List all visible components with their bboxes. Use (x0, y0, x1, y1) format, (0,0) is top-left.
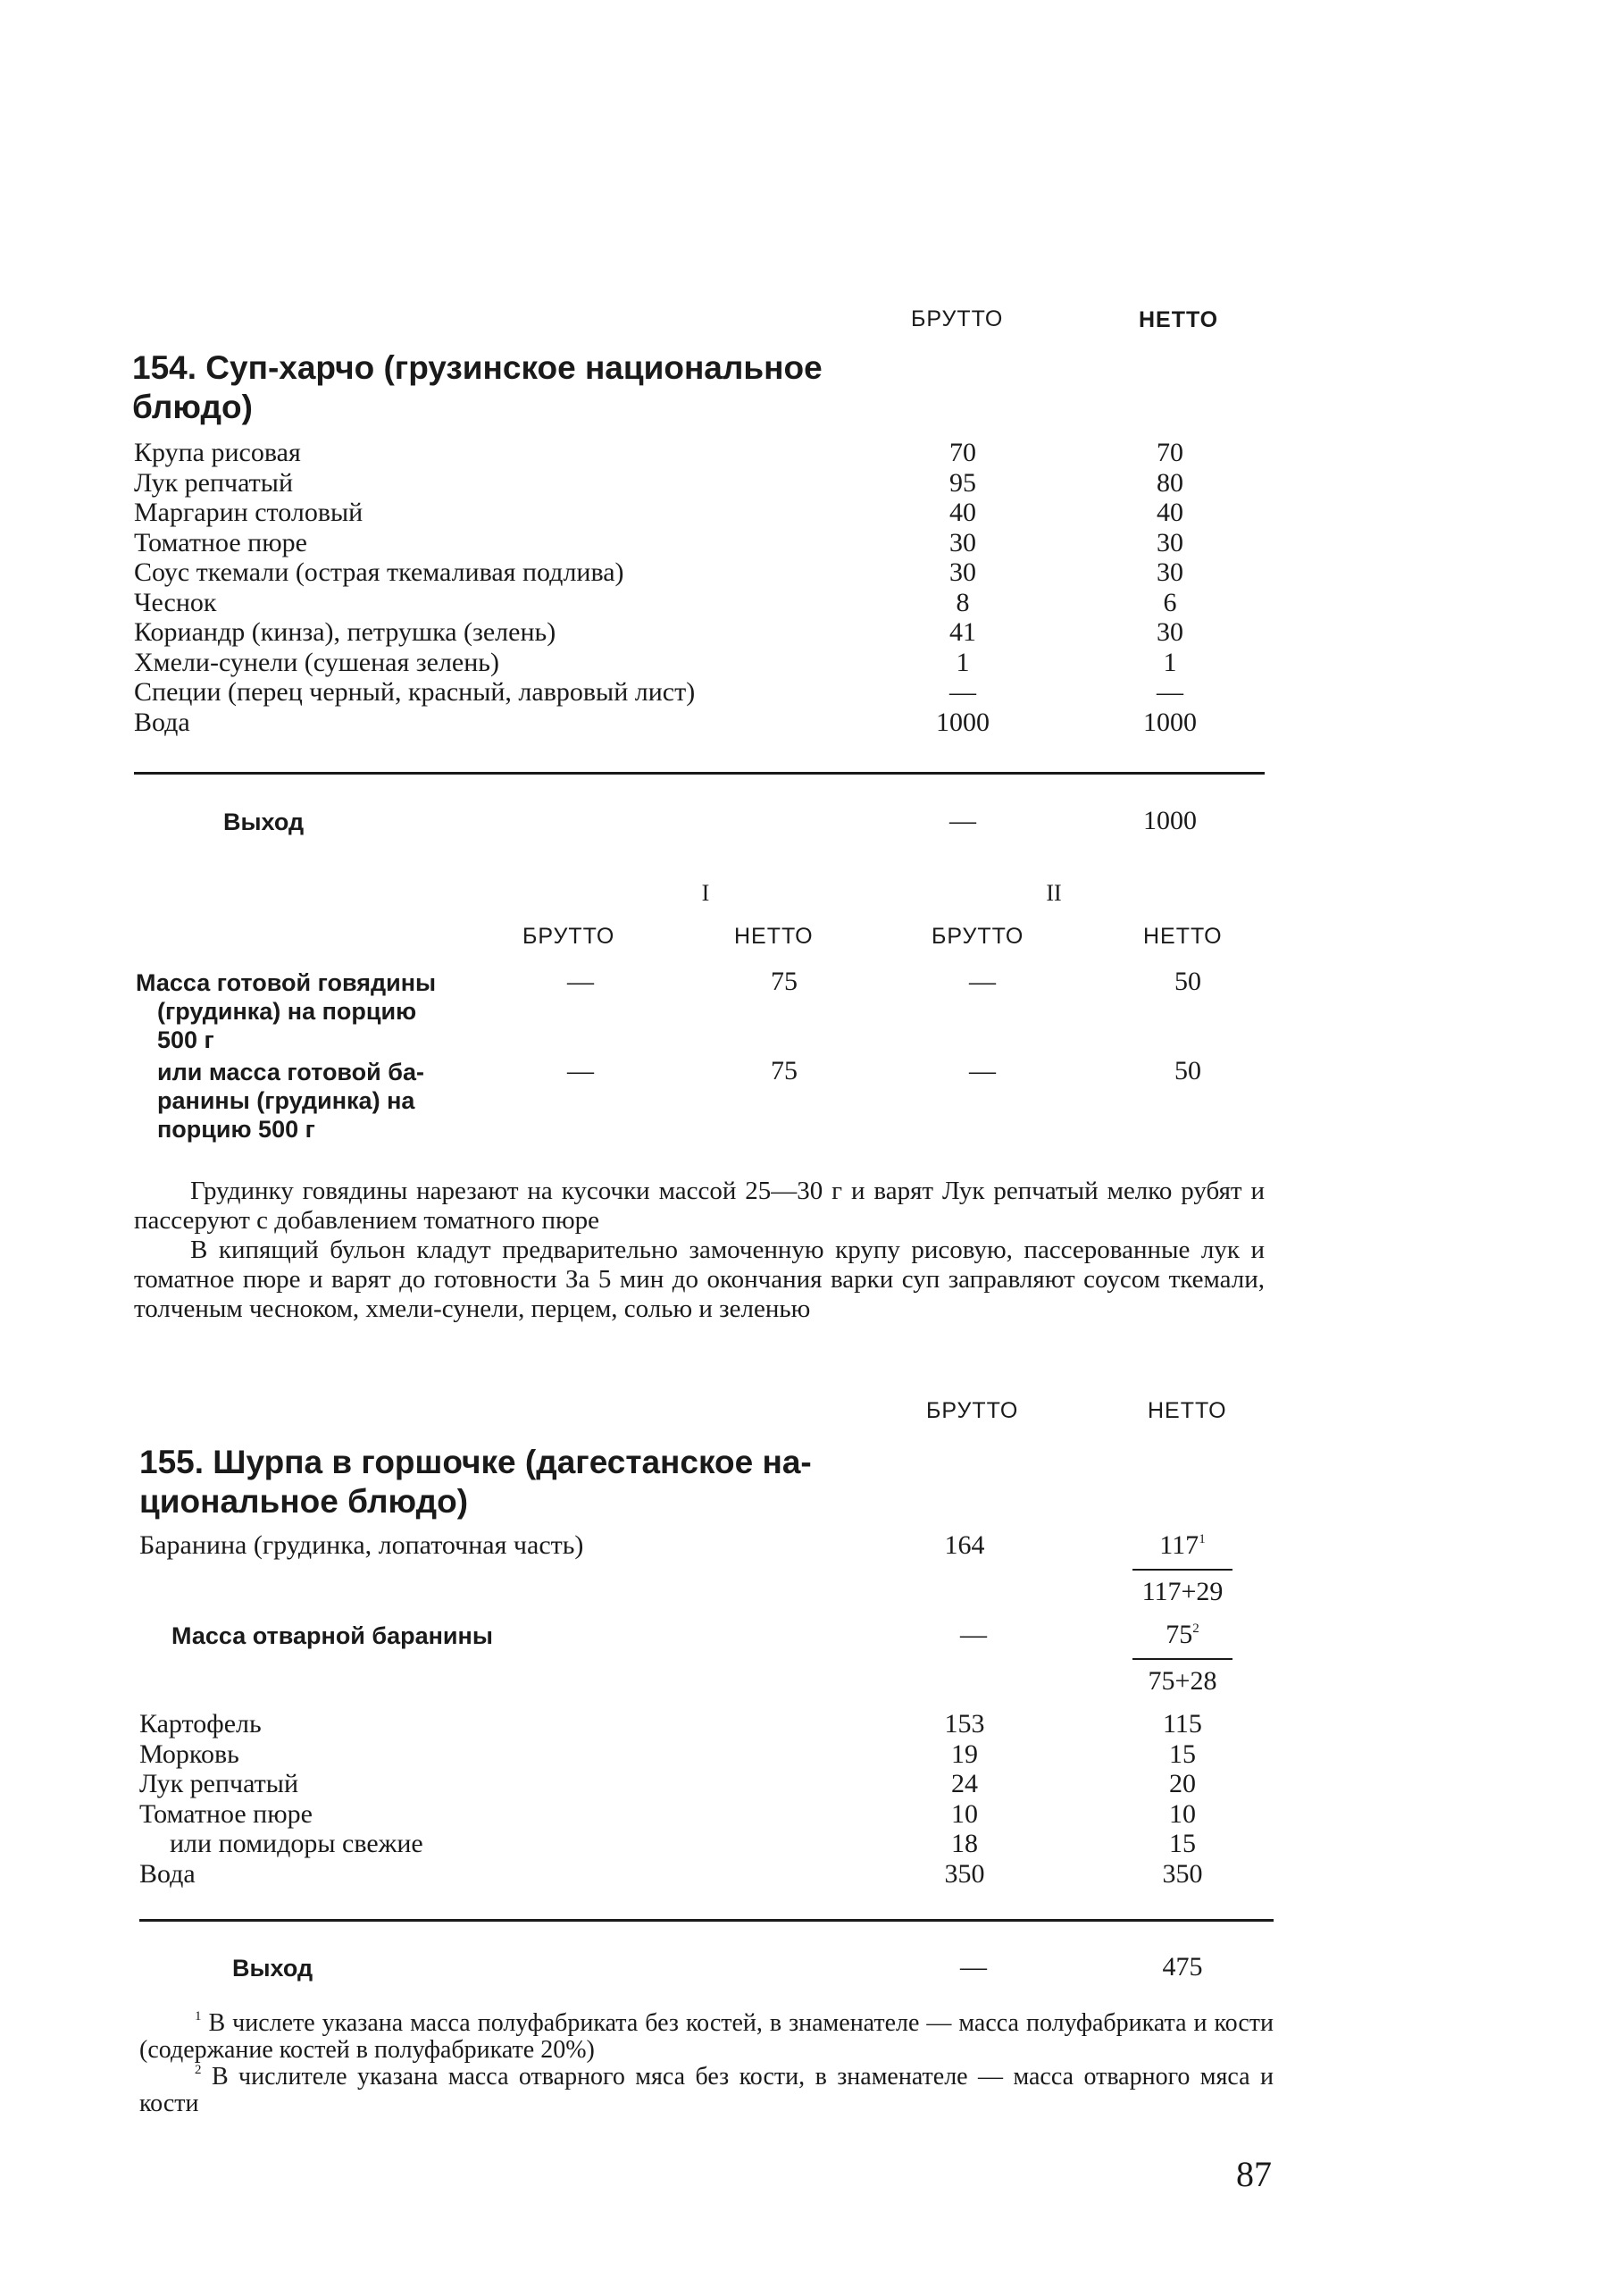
recipe-title: 155. Шурпа в горшочке (дагестанское на- циональное блюдо) (139, 1444, 812, 1520)
recipe-title: 154. Суп-харчо (грузинское национальное блюдо) (132, 349, 823, 425)
yield-netto: 475 (1162, 1952, 1203, 1982)
ingredient-brutto-3: 10 (951, 1798, 978, 1829)
ingredient-brutto-0: 70 (949, 438, 976, 467)
ingredient-name-4: Соус ткемали (острая ткемаливая подлива) (134, 557, 624, 587)
meat-row-label (136, 968, 436, 1054)
ingredient-netto-4: 30 (1157, 557, 1183, 587)
ingredient-brutto-7: 1 (956, 647, 970, 677)
ingredient-name-3: Томатное пюре (139, 1798, 313, 1829)
group-header-ii: II (1046, 880, 1062, 906)
ingredient-brutto-1: 95 (949, 467, 976, 498)
ingredient-netto-0: 70 (1157, 438, 1183, 467)
ingredient-names (139, 1709, 423, 1889)
meat-row-label-line: (грудинка) на порцию (157, 998, 417, 1025)
ingredient-netto-8: — (1157, 677, 1183, 707)
col-header-brutto: БРУТТО (911, 306, 1004, 331)
ingredient-netto-6: 30 (1157, 617, 1183, 647)
fraction-bar (1132, 1569, 1232, 1571)
lamb-netto-numerator: $117^1$ (1159, 1530, 1206, 1560)
footnote-1: $^1$ В числете указана масса полуфабриката без костей, в знаменателе — масса полуфабриката и кости (содержание костей в полуфабрикате 20%) (139, 2009, 1274, 2064)
meat-col-netto-1: НЕТТО (734, 924, 814, 949)
meat-value-v2: 75 (771, 967, 798, 996)
ingredient-brutto (911, 1709, 1018, 1889)
ingredient-brutto-0: 153 (944, 1709, 985, 1739)
ingredient-netto-7: 1 (1163, 647, 1177, 677)
ingredient-name-1: Морковь (139, 1739, 239, 1769)
meat-value-v4: 50 (1174, 967, 1201, 996)
ingredient-names (134, 438, 695, 737)
ingredient-brutto-5: 8 (956, 587, 970, 617)
ingredient-name-2: Лук репчатый (139, 1769, 298, 1798)
ingredient-netto (1129, 1709, 1236, 1889)
ingredient-brutto-2: 24 (951, 1769, 978, 1798)
meat-col-netto-2: НЕТТО (1143, 924, 1223, 949)
meat-row-label-line: ранины (грудинка) на (157, 1087, 415, 1114)
ingredient-netto (1116, 438, 1224, 737)
ingredient-name-1: Лук репчатый (134, 467, 293, 498)
ingredient-name-3: Томатное пюре (134, 527, 307, 557)
lamb-name: Баранина (грудинка, лопаточная часть) (139, 1530, 584, 1560)
ingredient-name-5: Чеснок (134, 587, 217, 617)
yield-label: Выход (223, 809, 305, 835)
col-header-brutto: БРУТТО (926, 1398, 1019, 1423)
ingredient-brutto-4: 18 (951, 1829, 978, 1858)
ingredient-netto-4: 15 (1169, 1829, 1196, 1858)
ingredient-name-8: Специи (перец черный, красный, лавровый лист) (134, 677, 696, 707)
yield-brutto: — (949, 806, 976, 835)
ingredient-name-7: Хмели-сунели (сушеная зелень) (134, 647, 499, 677)
method-text: Грудинку говядины нарезают на кусочки массой 25—30 г и варят Лук репчатый мелко рубят и пассеруют с добавлением томатного пюре В кипящий бульон кладут предварительно замоченную крупу рисовую, пассерованные лук и томатное пюре и варят до готовности За 5 мин до окончания варки суп заправляют соусом ткемали, толченым чесноком, хмели-сунели, перцем, солью и зеленью (134, 1177, 1265, 1323)
ingredient-netto-1: 15 (1169, 1739, 1196, 1769)
ingredient-netto-5: 350 (1162, 1858, 1203, 1889)
ingredient-netto-2: 20 (1169, 1769, 1196, 1798)
col-header-netto: НЕТТО (1148, 1398, 1227, 1423)
meat-row-label (157, 1058, 424, 1144)
divider (139, 1919, 1274, 1922)
meat-value-v2: 75 (771, 1056, 798, 1085)
meat-row-label-line: 500 г (157, 1026, 214, 1053)
meat-value-v3: — (969, 967, 996, 996)
ingredient-brutto-9: 1000 (936, 707, 990, 737)
fraction-bar (1132, 1658, 1232, 1660)
col-header-netto: НЕТТО (1139, 307, 1219, 332)
yield-netto: 1000 (1143, 806, 1197, 835)
meat-value-v1: — (567, 1056, 594, 1085)
ingredient-name-5: Вода (139, 1858, 196, 1889)
meat-col-brutto-1: БРУТТО (522, 924, 615, 949)
meat-row-label-line: Масса готовой говядины (136, 969, 437, 996)
boiled-lamb-netto-denominator: 75+28 (1148, 1666, 1217, 1696)
meat-value-v1: — (567, 967, 594, 996)
ingredient-brutto-6: 41 (949, 617, 976, 647)
ingredient-name-6: Кориандр (кинза), петрушка (зелень) (134, 617, 556, 647)
ingredient-brutto-4: 30 (949, 557, 976, 587)
meat-col-brutto-2: БРУТТО (932, 924, 1024, 949)
lamb-brutto: 164 (944, 1530, 985, 1560)
ingredient-brutto-3: 30 (949, 527, 976, 557)
ingredient-name-9: Вода (134, 707, 190, 737)
group-header-i: I (701, 880, 710, 906)
ingredient-netto-0: 115 (1163, 1709, 1202, 1739)
footnotes (139, 2010, 1274, 2117)
ingredient-netto-2: 40 (1157, 498, 1183, 527)
yield-label: Выход (232, 1955, 313, 1982)
ingredient-brutto-8: — (949, 677, 976, 707)
meat-row-label-line: порцию 500 г (157, 1116, 315, 1143)
divider (134, 772, 1265, 775)
yield-brutto: — (960, 1952, 987, 1982)
ingredient-brutto-2: 40 (949, 498, 976, 527)
boiled-lamb-label: Масса отварной баранины (171, 1622, 493, 1649)
footnote-2: $^2$ В числителе указана масса отварного мяса без кости, в знаменателе — масса отварного мяса и кости (139, 2063, 1274, 2117)
lamb-netto-denominator: 117+29 (1141, 1577, 1224, 1606)
ingredient-netto-9: 1000 (1143, 707, 1197, 737)
ingredient-netto-5: 6 (1163, 587, 1177, 617)
meat-value-v3: — (969, 1056, 996, 1085)
ingredient-netto-3: 30 (1157, 527, 1183, 557)
meat-value-v4: 50 (1174, 1056, 1201, 1085)
ingredient-brutto-5: 350 (944, 1858, 985, 1889)
ingredient-brutto (909, 438, 1016, 737)
meat-row-label-line: или масса готовой ба- (157, 1059, 424, 1085)
ingredient-name-0: Крупа рисовая (134, 438, 301, 467)
ingredient-name-2: Маргарин столовый (134, 498, 363, 527)
ingredient-netto-3: 10 (1169, 1798, 1196, 1829)
boiled-lamb-brutto: — (960, 1620, 987, 1649)
ingredient-brutto-1: 19 (951, 1739, 978, 1769)
page-number: 87 (1236, 2154, 1272, 2194)
ingredient-name-0: Картофель (139, 1709, 262, 1739)
ingredient-netto-1: 80 (1157, 467, 1183, 498)
ingredient-name-4: или помидоры свежие (170, 1829, 423, 1858)
boiled-lamb-netto-numerator: $75^2$ (1166, 1620, 1199, 1649)
